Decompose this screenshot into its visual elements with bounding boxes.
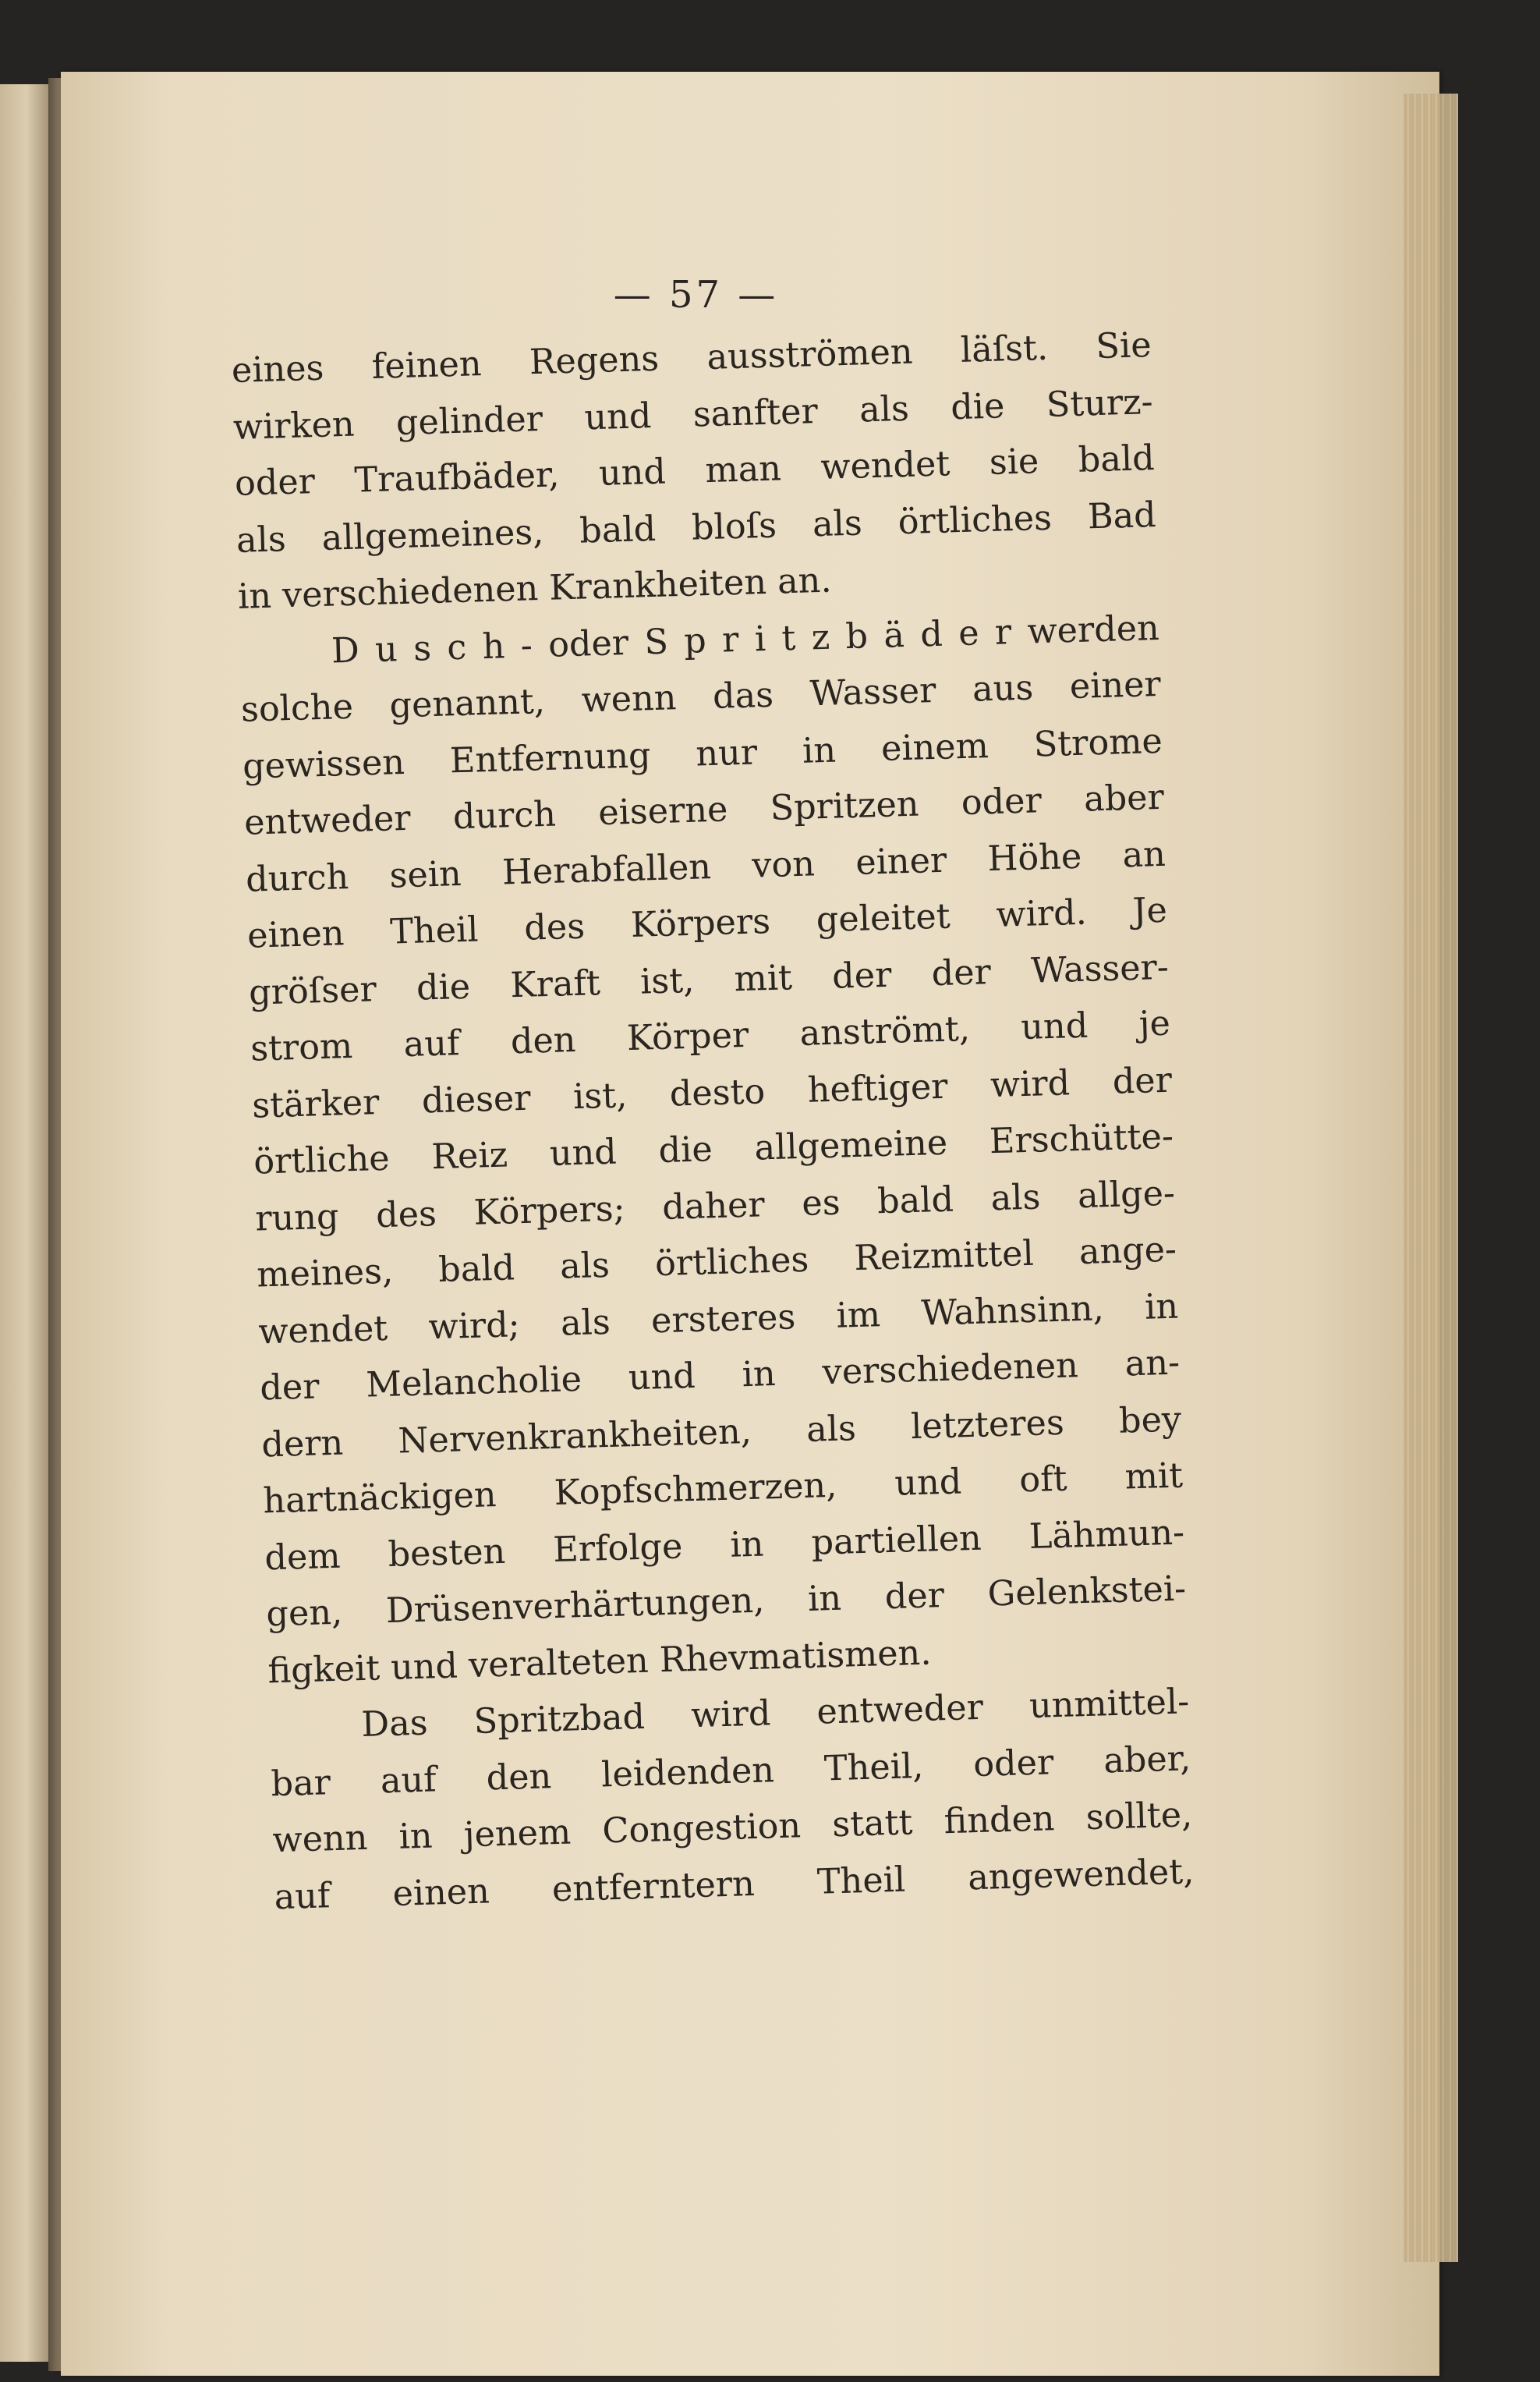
text-line: in verschiedenen Krankheiten an.	[237, 560, 833, 617]
text-line: wirken gelinder und sanfter als die Sturz-	[232, 381, 1154, 448]
text-line: figkeit und veralteten Rhevmatismen.	[267, 1632, 933, 1691]
text-line: entweder durch eiserne Spritzen oder aber	[243, 777, 1165, 843]
body-text	[231, 317, 1195, 1926]
text-line: oder Traufbäder, und man wendet sie bald	[234, 438, 1156, 504]
text-line: als allgemeines, bald bloſs als örtliches Bad	[235, 494, 1157, 561]
text-line: durch sein Herabfallen von einer Höhe an	[245, 834, 1167, 900]
left-page-edge	[0, 84, 48, 2362]
text-line: gröſser die Kraft ist, mit der der Wasser-	[248, 947, 1170, 1013]
text-line: wendet wird; als ersteres im Wahnsinn, in	[257, 1286, 1179, 1352]
text-line: gen, Drüsenverhärtungen, in der Gelenkstei-	[265, 1569, 1187, 1635]
book-gutter	[48, 78, 61, 2371]
text-line: D u s c h - oder S p r i t z b ä d e r werden	[331, 608, 1160, 672]
text-line: auf einen entferntern Theil angewendet,	[273, 1851, 1195, 1917]
text-line: dern Nervenkrankheiten, als letzteres bey	[260, 1399, 1182, 1465]
text-line: der Melancholie und in verschiedenen an-	[259, 1342, 1181, 1409]
page-edges	[1404, 94, 1458, 2262]
text-line: gewissen Entfernung nur in einem Strome	[242, 721, 1163, 787]
text-line: stärker dieser ist, desto heftiger wird der	[251, 1060, 1173, 1126]
text-line: bar auf den leidenden Theil, oder aber,	[270, 1738, 1191, 1804]
text-line: meines, bald als örtliches Reizmittel ange-	[256, 1229, 1177, 1296]
text-line: Das Spritzbad wird entweder unmittel-	[360, 1682, 1190, 1746]
text-line: örtliche Reiz und die allgemeine Erschütte-	[253, 1116, 1174, 1182]
text-line: einen Theil des Körpers geleitet wird. Je	[246, 890, 1168, 956]
text-line: dem besten Erfolge in partiellen Lähmun-	[264, 1512, 1185, 1578]
text-line: wenn in jenem Congestion statt finden sollte,	[271, 1795, 1193, 1861]
text-line: solche genannt, wenn das Wasser aus einer	[240, 664, 1162, 730]
text-line: hartnäckigen Kopfschmerzen, und oft mit	[262, 1455, 1184, 1522]
text-line: rung des Körpers; daher es bald als allge-	[254, 1173, 1176, 1239]
text-line: eines feinen Regens ausströmen läſst. Sie	[231, 325, 1152, 391]
page-number	[0, 273, 1540, 317]
text-line: strom auf den Körper anströmt, und je	[250, 1003, 1171, 1069]
page-number-text: — 57 —	[613, 273, 779, 317]
